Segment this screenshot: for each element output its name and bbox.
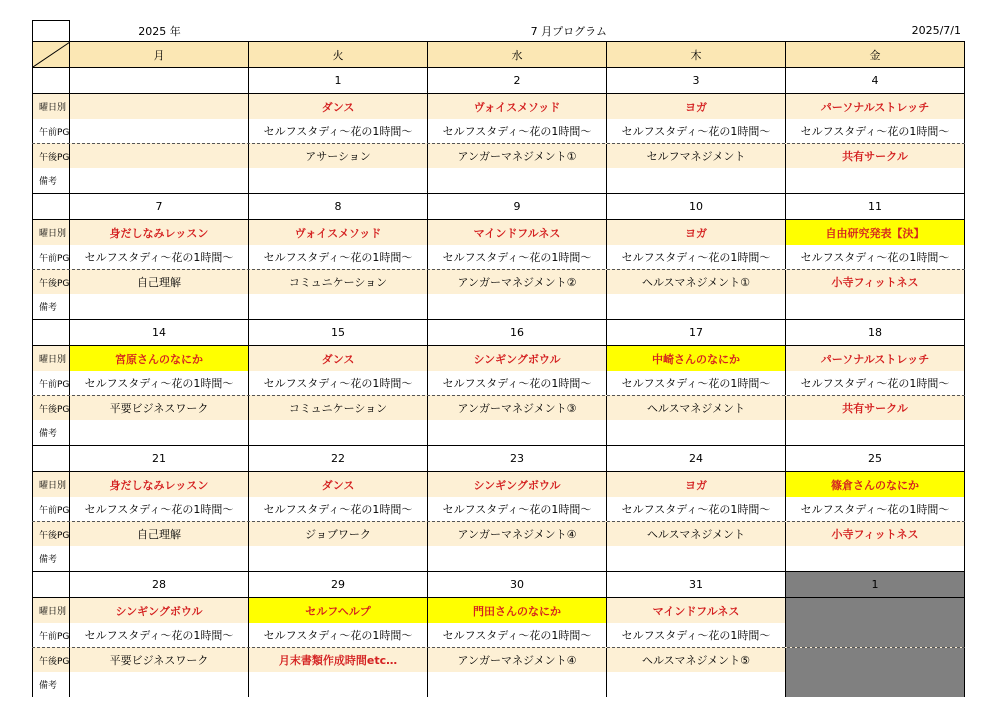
row-label-youbi: 曜日別 bbox=[32, 220, 70, 245]
notes-cell bbox=[786, 546, 965, 571]
date-cell: 24 bbox=[607, 446, 786, 471]
row-label-notes: 備考 bbox=[32, 294, 70, 319]
date-cell: 10 bbox=[607, 194, 786, 219]
youbi-program-cell: 篠倉さんのなにか bbox=[786, 472, 965, 497]
youbi-program-cell: シンギングボウル bbox=[70, 598, 249, 623]
date-cell: 9 bbox=[428, 194, 607, 219]
am-program-cell: セルフスタディ～花の1時間～ bbox=[428, 623, 607, 647]
notes-cell bbox=[786, 672, 965, 697]
youbi-program-cell: ヴォイスメソッド bbox=[428, 94, 607, 119]
corner-diagonal-cell bbox=[32, 42, 70, 67]
week-block bbox=[32, 319, 965, 445]
row-label-am: 午前PG bbox=[32, 119, 70, 143]
row-label-youbi: 曜日別 bbox=[32, 94, 70, 119]
label-blank bbox=[32, 446, 70, 471]
youbi-program-cell: ヴォイスメソッド bbox=[249, 220, 428, 245]
am-program-cell: セルフスタディ～花の1時間～ bbox=[607, 119, 786, 143]
weekday-header bbox=[32, 41, 965, 67]
date-cell: 18 bbox=[786, 320, 965, 345]
am-program-cell: セルフスタディ～花の1時間～ bbox=[607, 623, 786, 647]
program-calendar bbox=[32, 20, 965, 697]
am-program-cell: セルフスタディ～花の1時間～ bbox=[428, 245, 607, 269]
youbi-program-cell: マインドフルネス bbox=[607, 598, 786, 623]
am-program-cell: セルフスタディ～花の1時間～ bbox=[786, 497, 965, 521]
label-blank bbox=[32, 68, 70, 93]
pm-program-cell: ジョブワーク bbox=[249, 522, 428, 546]
pm-program-cell: ヘルスマネジメント bbox=[607, 522, 786, 546]
notes-cell bbox=[607, 294, 786, 319]
date-cell: 23 bbox=[428, 446, 607, 471]
date-cell: 4 bbox=[786, 68, 965, 93]
label-blank bbox=[32, 194, 70, 219]
notes-cell bbox=[607, 546, 786, 571]
date-row bbox=[32, 67, 965, 93]
date-cell: 2 bbox=[428, 68, 607, 93]
date-cell: 1 bbox=[786, 572, 965, 597]
year-label: 2025 年 bbox=[138, 24, 181, 38]
youbi-row bbox=[32, 471, 965, 497]
youbi-row bbox=[32, 597, 965, 623]
label-blank bbox=[32, 572, 70, 597]
youbi-program-cell: マインドフルネス bbox=[428, 220, 607, 245]
am-program-cell: セルフスタディ～花の1時間～ bbox=[70, 371, 249, 395]
notes-cell bbox=[70, 672, 249, 697]
row-label-pm: 午後PG bbox=[32, 522, 70, 546]
pm-program-cell: アンガーマネジメント④ bbox=[428, 648, 607, 672]
row-label-notes: 備考 bbox=[32, 420, 70, 445]
notes-cell bbox=[70, 546, 249, 571]
date-cell: 25 bbox=[786, 446, 965, 471]
pm-program-cell bbox=[786, 648, 965, 672]
am-program-cell: セルフスタディ～花の1時間～ bbox=[786, 245, 965, 269]
weekday-tue: 火 bbox=[249, 42, 428, 67]
pm-program-cell: 平要ビジネスワーク bbox=[70, 396, 249, 420]
date-cell: 1 bbox=[249, 68, 428, 93]
row-label-youbi: 曜日別 bbox=[32, 598, 70, 623]
pm-program-cell: アンガーマネジメント② bbox=[428, 270, 607, 294]
am-row bbox=[32, 371, 965, 395]
notes-cell bbox=[786, 294, 965, 319]
notes-cell bbox=[786, 420, 965, 445]
youbi-row bbox=[32, 93, 965, 119]
pm-program-cell: 平要ビジネスワーク bbox=[70, 648, 249, 672]
date-row bbox=[32, 319, 965, 345]
pm-program-cell: 小寺フィットネス bbox=[786, 522, 965, 546]
row-label-am: 午前PG bbox=[32, 497, 70, 521]
am-program-cell bbox=[70, 119, 249, 143]
notes-cell bbox=[607, 420, 786, 445]
pm-program-cell: アンガーマネジメント① bbox=[428, 144, 607, 168]
date-row bbox=[32, 445, 965, 471]
youbi-program-cell: ダンス bbox=[249, 346, 428, 371]
am-program-cell bbox=[786, 623, 965, 647]
pm-program-cell: 自己理解 bbox=[70, 270, 249, 294]
date-cell: 21 bbox=[70, 446, 249, 471]
notes-cell bbox=[249, 168, 428, 193]
notes-cell bbox=[428, 294, 607, 319]
pm-program-cell: コミュニケーション bbox=[249, 270, 428, 294]
pm-program-cell: アンガーマネジメント③ bbox=[428, 396, 607, 420]
am-program-cell: セルフスタディ～花の1時間～ bbox=[607, 371, 786, 395]
pm-program-cell: 自己理解 bbox=[70, 522, 249, 546]
youbi-program-cell: ヨガ bbox=[607, 472, 786, 497]
date-cell: 30 bbox=[428, 572, 607, 597]
row-label-notes: 備考 bbox=[32, 672, 70, 697]
am-program-cell: セルフスタディ～花の1時間～ bbox=[786, 119, 965, 143]
row-label-pm: 午後PG bbox=[32, 648, 70, 672]
youbi-program-cell: ダンス bbox=[249, 472, 428, 497]
notes-row bbox=[32, 420, 965, 445]
date-cell: 3 bbox=[607, 68, 786, 93]
date-cell: 22 bbox=[249, 446, 428, 471]
notes-cell bbox=[428, 420, 607, 445]
pm-row bbox=[32, 269, 965, 294]
youbi-program-cell bbox=[70, 94, 249, 119]
corner-top-cell bbox=[32, 20, 70, 41]
youbi-program-cell: ダンス bbox=[249, 94, 428, 119]
notes-cell bbox=[786, 168, 965, 193]
pm-program-cell: アサーション bbox=[249, 144, 428, 168]
date-row bbox=[32, 571, 965, 597]
pm-program-cell: 月末書類作成時間etc… bbox=[249, 648, 428, 672]
row-label-notes: 備考 bbox=[32, 168, 70, 193]
am-program-cell: セルフスタディ～花の1時間～ bbox=[249, 371, 428, 395]
youbi-program-cell: ヨガ bbox=[607, 94, 786, 119]
am-program-cell: セルフスタディ～花の1時間～ bbox=[70, 245, 249, 269]
am-program-cell: セルフスタディ～花の1時間～ bbox=[249, 623, 428, 647]
title-row bbox=[32, 20, 965, 41]
youbi-program-cell: 自由研究発表【決】 bbox=[786, 220, 965, 245]
pm-row bbox=[32, 647, 965, 672]
pm-program-cell: 小寺フィットネス bbox=[786, 270, 965, 294]
am-program-cell: セルフスタディ～花の1時間～ bbox=[70, 497, 249, 521]
row-label-am: 午前PG bbox=[32, 371, 70, 395]
month-title: 7 月プログラム bbox=[530, 24, 607, 38]
row-label-youbi: 曜日別 bbox=[32, 346, 70, 371]
am-program-cell: セルフスタディ～花の1時間～ bbox=[786, 371, 965, 395]
week-block bbox=[32, 193, 965, 319]
date-cell: 8 bbox=[249, 194, 428, 219]
youbi-program-cell: パーソナルストレッチ bbox=[786, 94, 965, 119]
notes-row bbox=[32, 672, 965, 697]
row-label-am: 午前PG bbox=[32, 245, 70, 269]
pm-program-cell: ヘルスマネジメント bbox=[607, 396, 786, 420]
youbi-row bbox=[32, 219, 965, 245]
date-cell bbox=[70, 68, 249, 93]
date-cell: 15 bbox=[249, 320, 428, 345]
row-label-youbi: 曜日別 bbox=[32, 472, 70, 497]
date-cell: 31 bbox=[607, 572, 786, 597]
notes-cell bbox=[249, 420, 428, 445]
notes-cell bbox=[249, 672, 428, 697]
label-blank bbox=[32, 320, 70, 345]
notes-cell bbox=[70, 420, 249, 445]
row-label-am: 午前PG bbox=[32, 623, 70, 647]
date-cell: 17 bbox=[607, 320, 786, 345]
date-cell: 11 bbox=[786, 194, 965, 219]
notes-cell bbox=[428, 672, 607, 697]
youbi-program-cell: パーソナルストレッチ bbox=[786, 346, 965, 371]
row-label-notes: 備考 bbox=[32, 546, 70, 571]
am-row bbox=[32, 623, 965, 647]
youbi-program-cell: 門田さんのなにか bbox=[428, 598, 607, 623]
weekday-thu: 木 bbox=[607, 42, 786, 67]
am-program-cell: セルフスタディ～花の1時間～ bbox=[70, 623, 249, 647]
notes-cell bbox=[607, 168, 786, 193]
row-label-pm: 午後PG bbox=[32, 396, 70, 420]
am-program-cell: セルフスタディ～花の1時間～ bbox=[428, 497, 607, 521]
row-label-pm: 午後PG bbox=[32, 144, 70, 168]
am-program-cell: セルフスタディ～花の1時間～ bbox=[428, 371, 607, 395]
am-program-cell: セルフスタディ～花の1時間～ bbox=[249, 497, 428, 521]
weekday-mon: 月 bbox=[70, 42, 249, 67]
notes-cell bbox=[607, 672, 786, 697]
notes-row bbox=[32, 546, 965, 571]
pm-program-cell: 共有サークル bbox=[786, 144, 965, 168]
pm-program-cell: コミュニケーション bbox=[249, 396, 428, 420]
am-program-cell: セルフスタディ～花の1時間～ bbox=[249, 119, 428, 143]
weeks-container bbox=[32, 67, 965, 697]
date-cell: 14 bbox=[70, 320, 249, 345]
am-program-cell: セルフスタディ～花の1時間～ bbox=[607, 497, 786, 521]
am-row bbox=[32, 119, 965, 143]
notes-row bbox=[32, 168, 965, 193]
issue-date: 2025/7/1 bbox=[911, 24, 961, 37]
weekday-fri: 金 bbox=[786, 42, 965, 67]
youbi-program-cell: 中崎さんのなにか bbox=[607, 346, 786, 371]
date-cell: 16 bbox=[428, 320, 607, 345]
pm-program-cell: アンガーマネジメント④ bbox=[428, 522, 607, 546]
notes-cell bbox=[249, 294, 428, 319]
notes-cell bbox=[428, 168, 607, 193]
date-cell: 7 bbox=[70, 194, 249, 219]
date-row bbox=[32, 193, 965, 219]
notes-cell bbox=[249, 546, 428, 571]
youbi-program-cell: セルフヘルプ bbox=[249, 598, 428, 623]
pm-program-cell: セルフマネジメント bbox=[607, 144, 786, 168]
am-program-cell: セルフスタディ～花の1時間～ bbox=[249, 245, 428, 269]
pm-program-cell: ヘルスマネジメント① bbox=[607, 270, 786, 294]
notes-row bbox=[32, 294, 965, 319]
pm-row bbox=[32, 521, 965, 546]
am-program-cell: セルフスタディ～花の1時間～ bbox=[607, 245, 786, 269]
pm-program-cell bbox=[70, 144, 249, 168]
pm-row bbox=[32, 395, 965, 420]
row-label-pm: 午後PG bbox=[32, 270, 70, 294]
am-row bbox=[32, 245, 965, 269]
pm-program-cell: 共有サークル bbox=[786, 396, 965, 420]
youbi-program-cell: シンギングボウル bbox=[428, 472, 607, 497]
week-block bbox=[32, 571, 965, 697]
date-cell: 29 bbox=[249, 572, 428, 597]
weekday-wed: 水 bbox=[428, 42, 607, 67]
youbi-row bbox=[32, 345, 965, 371]
youbi-program-cell: シンギングボウル bbox=[428, 346, 607, 371]
pm-row bbox=[32, 143, 965, 168]
am-program-cell: セルフスタディ～花の1時間～ bbox=[428, 119, 607, 143]
youbi-program-cell: ヨガ bbox=[607, 220, 786, 245]
week-block bbox=[32, 445, 965, 571]
youbi-program-cell: 身だしなみレッスン bbox=[70, 472, 249, 497]
notes-cell bbox=[70, 168, 249, 193]
am-row bbox=[32, 497, 965, 521]
youbi-program-cell bbox=[786, 598, 965, 623]
week-block bbox=[32, 67, 965, 193]
date-cell: 28 bbox=[70, 572, 249, 597]
youbi-program-cell: 身だしなみレッスン bbox=[70, 220, 249, 245]
pm-program-cell: ヘルスマネジメント⑤ bbox=[607, 648, 786, 672]
notes-cell bbox=[428, 546, 607, 571]
youbi-program-cell: 宮原さんのなにか bbox=[70, 346, 249, 371]
notes-cell bbox=[70, 294, 249, 319]
